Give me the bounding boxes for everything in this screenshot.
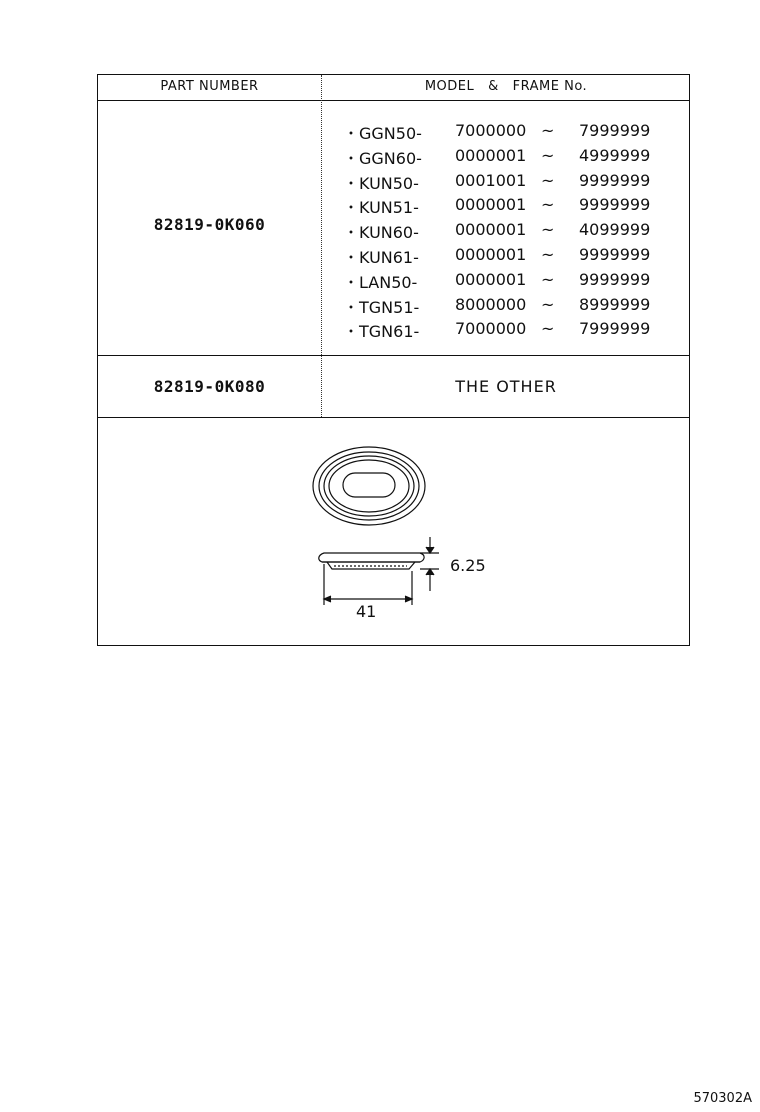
grommet-drawing: [98, 75, 691, 647]
grommet-ring-2: [319, 452, 419, 520]
frame-to: 9999999: [579, 245, 651, 264]
grommet-slot: [343, 473, 395, 497]
frame-to: 9999999: [579, 269, 651, 289]
frame-sep: ~: [541, 294, 555, 314]
frame-from: 7000000: [455, 319, 527, 339]
frame-from: 0000001: [455, 220, 527, 240]
frame-to: 9999999: [579, 170, 651, 190]
other-models: THE OTHER: [455, 377, 557, 396]
frame-from: 0000001: [455, 145, 527, 165]
frame-to: 8999999: [579, 294, 651, 314]
model-code: ・LAN50-: [343, 272, 418, 292]
frame-sep: ~: [541, 170, 555, 190]
model-code: ・KUN51-: [343, 198, 419, 218]
model-code: ・GGN60-: [343, 148, 422, 168]
parts-table: [97, 74, 690, 646]
frame-from: 0000001: [455, 195, 527, 215]
frame-sep: ~: [541, 269, 555, 289]
frame-to: 7999999: [579, 121, 651, 140]
width-dimension: 41: [356, 602, 377, 621]
frame-sep: ~: [541, 245, 555, 264]
frame-sep: ~: [541, 319, 555, 339]
model-code: ・TGN61-: [343, 322, 420, 342]
part-number-2: 82819-0K080: [153, 377, 266, 396]
frame-from: 7000000: [455, 121, 527, 140]
height-dimension: 6.25: [450, 556, 486, 575]
document-id: 570302A: [693, 1091, 752, 1106]
grommet-ring-3: [324, 456, 414, 516]
model-code: ・TGN51-: [343, 297, 420, 317]
frame-sep: ~: [541, 145, 555, 165]
header-part-number: PART NUMBER: [160, 79, 259, 94]
part-number-1: 82819-0K060: [153, 215, 266, 234]
model-code: ・KUN60-: [343, 223, 419, 243]
model-code: ・KUN61-: [343, 248, 419, 267]
frame-from: 0000001: [455, 269, 527, 289]
header-model-frame: MODEL & FRAME No.: [424, 79, 588, 94]
frame-sep: ~: [541, 220, 555, 240]
model-code: ・KUN50-: [343, 173, 419, 193]
grommet-outer-ring: [313, 447, 425, 525]
frame-to: 4099999: [579, 220, 651, 240]
frame-from: 8000000: [455, 294, 527, 314]
frame-sep: ~: [541, 121, 555, 140]
frame-from: 0000001: [455, 245, 527, 264]
frame-to: 7999999: [579, 319, 651, 339]
frame-to: 9999999: [579, 195, 651, 215]
frame-from: 0001001: [455, 170, 527, 190]
grommet-ring-4: [329, 460, 409, 512]
frame-sep: ~: [541, 195, 555, 215]
grommet-side-profile: [319, 553, 424, 562]
frame-to: 4999999: [579, 145, 651, 165]
model-code: ・GGN50-: [343, 124, 422, 143]
